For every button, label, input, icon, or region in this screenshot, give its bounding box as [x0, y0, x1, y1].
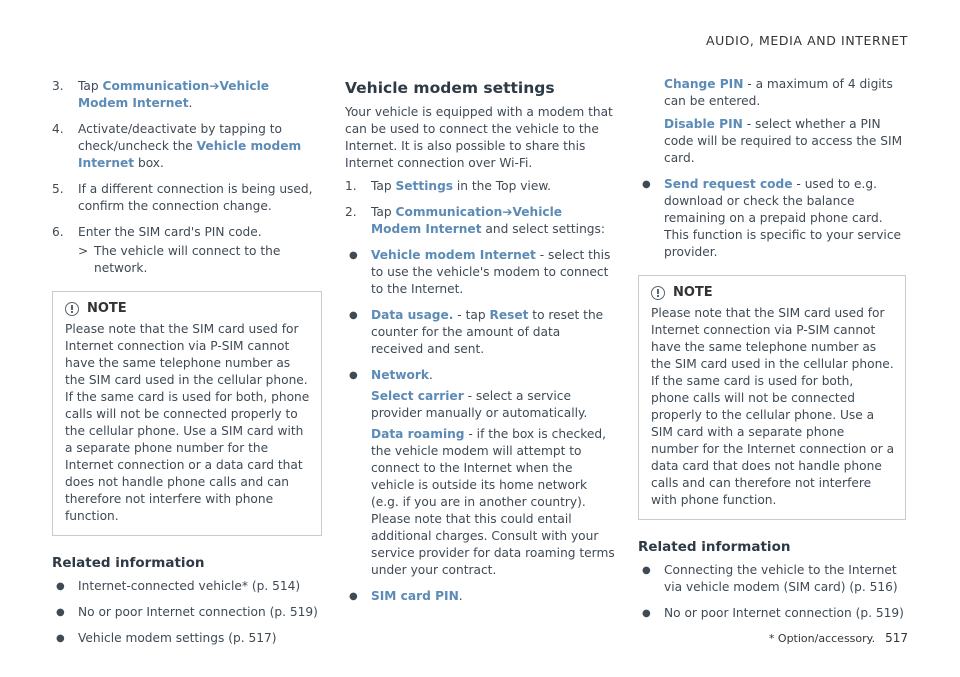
step-6 — [52, 224, 322, 277]
step-text: Tap — [371, 179, 396, 193]
menu-link-settings[interactable]: Settings — [395, 179, 454, 193]
setting-description-end: to reset the counter for the amount of data received and sent. — [371, 308, 604, 356]
step-1 — [345, 178, 615, 195]
setting-vehicle-modem-internet — [345, 247, 615, 298]
menu-link-communication[interactable]: Communication — [395, 205, 503, 219]
setting-sim-card-pin — [345, 588, 615, 605]
sub-setting-label[interactable]: Data roaming — [371, 427, 465, 441]
column-middle — [345, 78, 615, 614]
note-text: Please note that the SIM card used for Internet connection via P-SIM cannot have the same telephone number as the SIM card used in the cellular phone. If the same card is used for both, phone calls will not be connected properly to the cellular phone. Use a SIM card with a separate phone number for the Internet connection or a data card that does not handle phone calls and can therefore not interfere with phone function. — [651, 306, 895, 507]
sub-setting-description: - a maximum of 4 digits can be entered. — [664, 77, 893, 108]
sub-setting-select-carrier — [371, 388, 615, 422]
sub-setting-change-pin — [638, 76, 906, 110]
setting-label[interactable]: SIM card PIN — [371, 589, 459, 603]
bullet-icon: ● — [349, 250, 358, 261]
menu-link-vehicle-modem-internet[interactable]: Vehicle Modem Internet — [371, 205, 563, 236]
related-link[interactable] — [638, 562, 906, 596]
setting-description: - select this to use the vehicle's modem to connect to the Internet. — [371, 248, 611, 296]
bullet-icon: ● — [642, 608, 651, 619]
note-header — [651, 284, 895, 301]
sub-setting-description: - if the box is checked, the vehicle modem will attempt to connect to the Internet when the vehicle is outside its home network (e.g. if you are in another country). Please note that this could entail additional charges. Consult with your service provider for data roaming terms under your contract. — [371, 427, 615, 577]
arrow-right-icon: ➔ — [209, 79, 220, 93]
result-text: The vehicle will connect to the network. — [94, 244, 281, 275]
sub-setting-disable-pin — [638, 116, 906, 167]
related-link[interactable] — [52, 630, 322, 647]
step-text: Enter the SIM card's PIN code. — [78, 225, 262, 239]
setting-data-usage — [345, 307, 615, 358]
setting-description: - used to e.g. download or check the balance remaining on a prepaid phone card. This function is specific to your service provider. — [664, 177, 902, 259]
column-left — [52, 78, 322, 656]
bullet-icon: ● — [56, 581, 65, 592]
related-link[interactable] — [52, 578, 322, 595]
note-title: NOTE — [87, 301, 127, 316]
reset-button-label[interactable]: Reset — [489, 308, 529, 322]
setting-send-request-code — [638, 176, 906, 261]
step-number: 4. — [52, 122, 64, 136]
note-title: NOTE — [673, 285, 713, 300]
step-text: If a different connection is being used, confirm the connection change. — [78, 182, 313, 213]
related-link[interactable] — [638, 605, 906, 622]
bullet-icon: ● — [56, 633, 65, 644]
page-footer — [769, 630, 908, 647]
result-chevron-icon: > — [78, 244, 89, 258]
section-intro: Your vehicle is equipped with a modem that can be used to connect the vehicle to the Internet. It is also possible to share this Internet connection over Wi-Fi. — [345, 105, 613, 170]
page-header: AUDIO, MEDIA AND INTERNET — [706, 33, 908, 48]
page-number: 517 — [885, 631, 908, 645]
related-link-text[interactable]: No or poor Internet connection (p. 519) — [664, 606, 904, 620]
step-number: 3. — [52, 79, 64, 93]
vehicle-modem-internet-checkbox-label[interactable]: Vehicle modem Internet — [78, 139, 302, 170]
step-text: Tap — [78, 79, 103, 93]
related-information-heading: Related information — [52, 555, 205, 571]
step-result — [78, 243, 322, 277]
note-text: Please note that the SIM card used for Internet connection via P-SIM cannot have the same telephone number as the SIM card used in the cellular phone. If the same card is used for both, phone calls will not be connected properly to the cellular phone. Use a SIM card with a separate phone number for the Internet connection or a data card that does not handle phone calls and can therefore not interfere with phone function. — [65, 322, 310, 523]
related-link-text[interactable]: Internet-connected vehicle* (p. 514) — [78, 579, 301, 593]
related-information-heading: Related information — [638, 539, 791, 555]
step-3 — [52, 78, 322, 112]
bullet-icon: ● — [349, 591, 358, 602]
step-number: 2. — [345, 205, 357, 219]
setting-description: - tap — [453, 308, 490, 322]
bullet-icon: ● — [56, 607, 65, 618]
setting-description: . — [429, 368, 433, 382]
setting-label[interactable]: Data usage. — [371, 308, 454, 322]
related-link-text[interactable]: Vehicle modem settings (p. 517) — [78, 631, 277, 645]
bullet-icon: ● — [642, 565, 651, 576]
info-icon — [65, 302, 79, 316]
step-text-end: box. — [134, 156, 164, 170]
step-text: Tap — [371, 205, 396, 219]
step-2 — [345, 204, 615, 238]
step-5 — [52, 181, 322, 215]
step-text: Activate/deactivate by tapping to check/uncheck the — [78, 122, 282, 153]
section-title: Vehicle modem settings — [345, 79, 555, 97]
sub-setting-data-roaming — [371, 426, 615, 579]
sub-setting-description: - select whether a PIN code will be required to access the SIM card. — [664, 117, 903, 165]
step-number: 5. — [52, 182, 64, 196]
setting-label[interactable]: Send request code — [664, 177, 793, 191]
bullet-icon: ● — [642, 179, 651, 190]
menu-link-communication[interactable]: Communication — [102, 79, 210, 93]
note-box — [638, 275, 906, 520]
menu-link-vehicle-modem-internet[interactable]: Vehicle Modem Internet — [78, 79, 270, 110]
related-link-text[interactable]: No or poor Internet connection (p. 519) — [78, 605, 318, 619]
step-number: 1. — [345, 179, 357, 193]
column-right — [638, 76, 906, 631]
step-text-end: . — [188, 96, 193, 110]
related-link-text[interactable]: Connecting the vehicle to the Internet via vehicle modem (SIM card) (p. 516) — [664, 563, 898, 594]
info-icon — [651, 286, 665, 300]
setting-label[interactable]: Vehicle modem Internet — [371, 248, 536, 262]
sub-setting-label[interactable]: Select carrier — [371, 389, 464, 403]
bullet-icon: ● — [349, 370, 358, 381]
arrow-right-icon: ➔ — [502, 205, 513, 219]
step-text-end: in the Top view. — [453, 179, 552, 193]
note-box — [52, 291, 322, 536]
footnote-option-accessory: * Option/accessory. — [768, 632, 876, 645]
bullet-icon: ● — [349, 310, 358, 321]
sub-setting-label[interactable]: Change PIN — [664, 77, 744, 91]
related-link[interactable] — [52, 604, 322, 621]
step-text-end: and select settings: — [481, 222, 605, 236]
setting-description: . — [458, 589, 463, 603]
sub-setting-label[interactable]: Disable PIN — [664, 117, 743, 131]
setting-network — [345, 367, 615, 579]
note-header — [65, 300, 311, 317]
step-number: 6. — [52, 225, 64, 239]
sub-setting-description: - select a service provider manually or automatically. — [371, 389, 588, 420]
step-4 — [52, 121, 322, 172]
setting-label[interactable]: Network — [371, 368, 430, 382]
